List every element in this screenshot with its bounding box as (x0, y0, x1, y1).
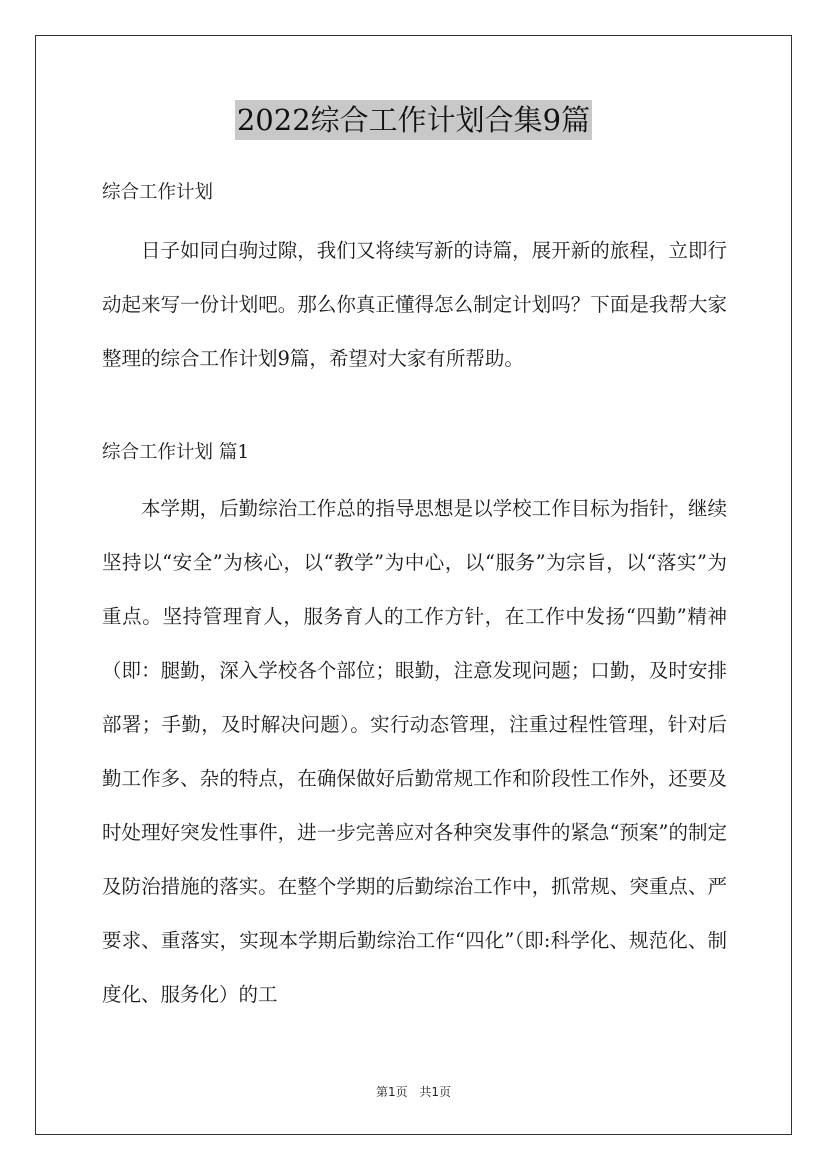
document-title: 2022综合工作计划合集9篇 (235, 100, 592, 140)
page-footer (0, 1083, 827, 1100)
intro-paragraph: 日子如同白驹过隙，我们又将续写新的诗篇，展开新的旅程，立即行动起来写一份计划吧。那么你真正懂得怎么制定计划吗？下面是我帮大家整理的综合工作计划9篇，希望对大家有所帮助。 (102, 239, 727, 370)
document-body (102, 170, 727, 1022)
title-container (0, 100, 827, 140)
intro-heading: 综合工作计划 (102, 182, 214, 203)
spacer (102, 216, 727, 224)
spacer (102, 386, 727, 430)
section-1-paragraph: 本学期，后勤综治工作总的指导思想是以学校工作目标为指针，继续坚持以“安全”为核心，以“教学”为中心，以“服务”为宗旨，以“落实”为重点。坚持管理育人，服务育人的工作方针，在工作中发扬“四勤”精神（即：腿勤，深入学校各个部位；眼勤，注意发现问题；口勤，及时安排部署；手勤，及时解决问题）。实行动态管理，注重过程性管理，针对后勤工作多、杂的特点，在确保做好后勤常规工作和阶段性工作外，还要及时处理好突发性事件，进一步完善应对各种突发事件的紧急“预案”的制定及防治措施的落实。在整个学期的后勤综治工作中，抓常规、突重点、严要求、重落实，实现本学期后勤综治工作“四化”（即:科学化、规范化、制度化、服务化）的工 (102, 497, 727, 1006)
page-number-total: 共1页 (419, 1085, 452, 1099)
page-number-current: 第1页 (375, 1085, 408, 1099)
section-1-heading: 综合工作计划 篇1 (102, 442, 250, 463)
